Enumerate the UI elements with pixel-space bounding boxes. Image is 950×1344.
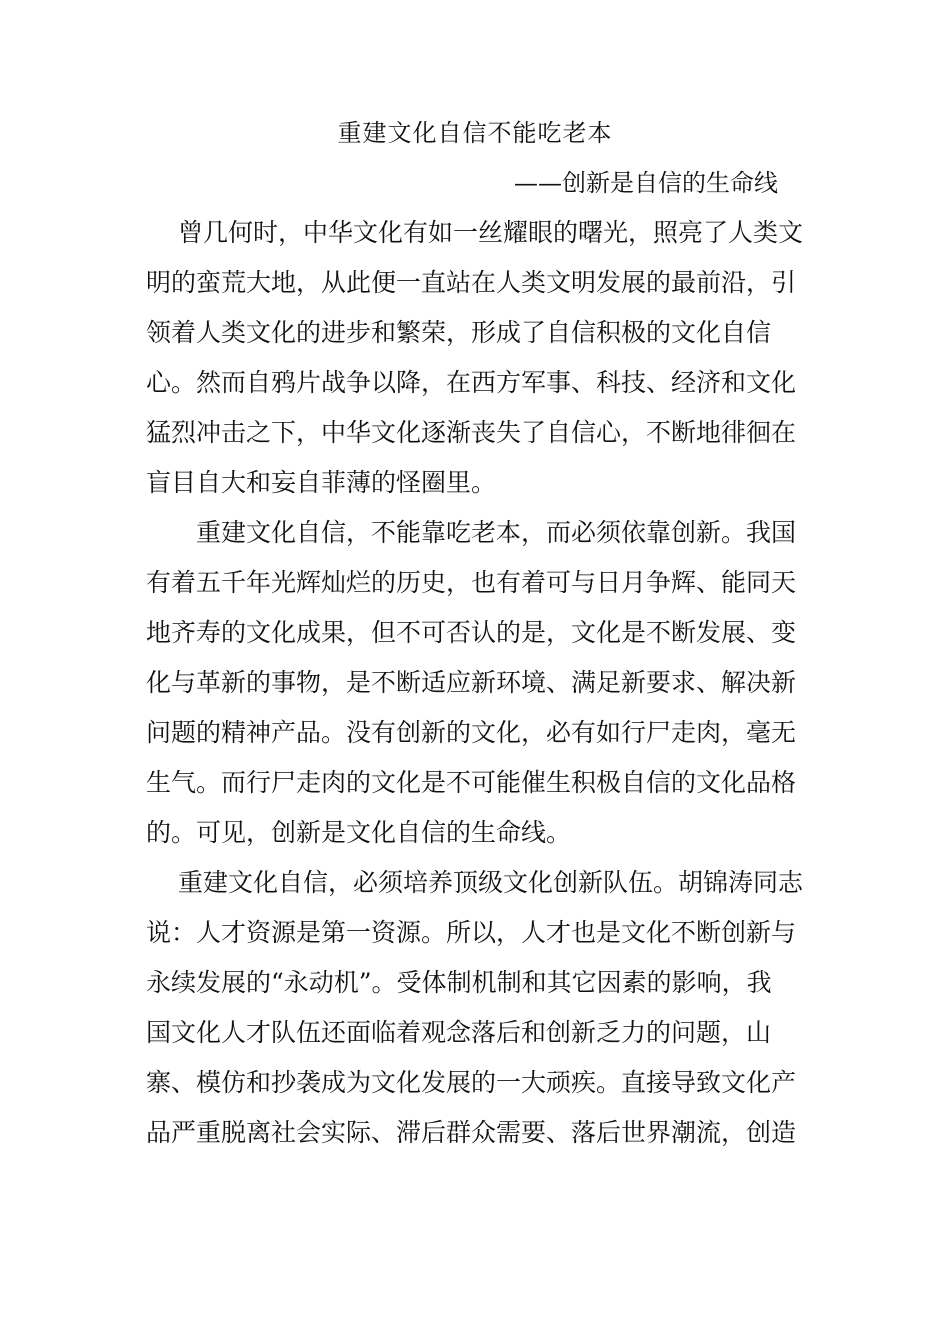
paragraph-3-line: 永续发展的“永动机”。受体制机制和其它因素的影响，我: [146, 968, 772, 997]
paragraph-3-line: 寨、模仿和抄袭成为文化发展的一大顽疾。直接导致文化产: [146, 1068, 797, 1097]
paragraph-1-line: 心。然而自鸦片战争以降，在西方军事、科技、经济和文化: [146, 368, 797, 397]
paragraph-2-line: 地齐寿的文化成果，但不可否认的是，文化是不断发展、变: [146, 618, 797, 647]
paragraph-2-line: 化与革新的事物，是不断适应新环境、满足新要求、解决新: [146, 668, 797, 697]
paragraph-2-line: 重建文化自信，不能靠吃老本，而必须依靠创新。我国: [196, 518, 797, 547]
paragraph-1-line: 明的蛮荒大地，从此便一直站在人类文明发展的最前沿，引: [146, 268, 797, 297]
paragraph-3-line: 说：人才资源是第一资源。所以，人才也是文化不断创新与: [146, 918, 797, 947]
paragraph-2-line: 问题的精神产品。没有创新的文化，必有如行尸走肉，毫无: [146, 718, 797, 747]
paragraph-2-line: 有着五千年光辉灿烂的历史，也有着可与日月争辉、能同天: [146, 568, 797, 597]
paragraph-3-line: 国文化人才队伍还面临着观念落后和创新乏力的问题，山: [146, 1018, 772, 1047]
document-title: 重建文化自信不能吃老本: [337, 119, 613, 147]
paragraph-1-line: 盲目自大和妄自菲薄的怪圈里。: [146, 468, 497, 497]
paragraph-1-line: 领着人类文化的进步和繁荣，形成了自信积极的文化自信: [146, 318, 772, 347]
paragraph-2-line: 的。可见，创新是文化自信的生命线。: [146, 818, 572, 847]
paragraph-3-line: 重建文化自信，必须培养顶级文化创新队伍。胡锦涛同志: [178, 868, 804, 897]
paragraph-2-line: 生气。而行尸走肉的文化是不可能催生积极自信的文化品格: [146, 768, 797, 797]
paragraph-3-line: 品严重脱离社会实际、滞后群众需要、落后世界潮流，创造: [146, 1118, 797, 1147]
document-subtitle: ——创新是自信的生命线: [514, 169, 778, 197]
paragraph-1-line: 猛烈冲击之下，中华文化逐渐丧失了自信心，不断地徘徊在: [146, 418, 797, 447]
paragraph-1-line: 曾几何时，中华文化有如一丝耀眼的曙光，照亮了人类文: [178, 218, 804, 247]
